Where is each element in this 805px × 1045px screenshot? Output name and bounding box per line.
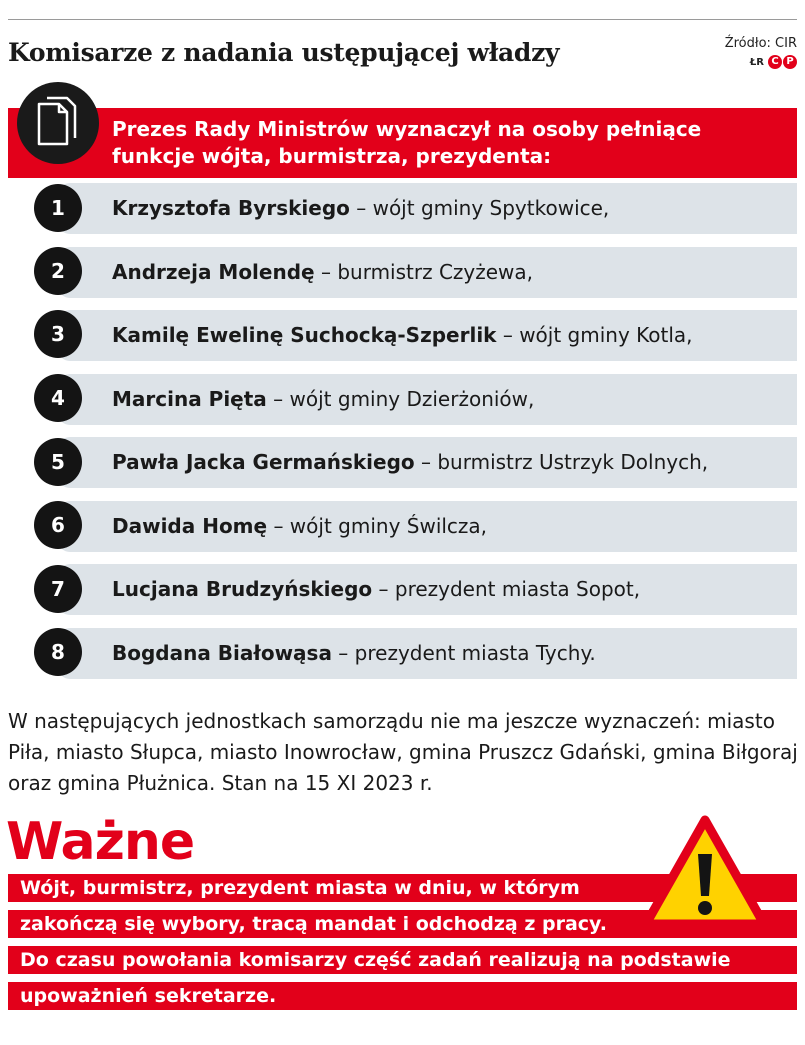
appointee-name: Kamilę Ewelinę Suchocką-Szperlik	[112, 323, 497, 347]
header-icon-badge	[17, 82, 99, 164]
warning-icon	[640, 814, 770, 932]
appointee-name: Krzysztofa Byrskiego	[112, 196, 350, 220]
important-line-1: Wójt, burmistrz, prezydent miasta w dniu, w którym	[20, 877, 580, 899]
important-line-3: Do czasu powołania komisarzy część zadań realizują na podstawie	[20, 949, 731, 971]
item-text	[112, 564, 640, 615]
page-title: Komisarze z nadania ustępującej władzy	[8, 38, 560, 67]
item-number-badge: 4	[34, 374, 82, 422]
documents-icon	[35, 96, 81, 150]
appointee-name: Bogdana Białowąsa	[112, 641, 332, 665]
appointee-role: – burmistrz Ustrzyk Dolnych,	[414, 450, 709, 474]
appointee-role: – prezydent miasta Sopot,	[372, 577, 641, 601]
source-block	[725, 36, 797, 69]
item-number-badge: 3	[34, 310, 82, 358]
cp-logo-c: C	[768, 55, 782, 69]
appointee-role: – wójt gminy Spytkowice,	[349, 196, 610, 220]
appointee-role: – burmistrz Czyżewa,	[314, 260, 534, 284]
cp-logo	[768, 55, 797, 69]
item-number-badge: 2	[34, 247, 82, 295]
appointee-name: Marcina Pięta	[112, 387, 267, 411]
important-heading: Ważne	[6, 812, 195, 872]
item-text	[112, 628, 596, 679]
source-label: Źródło: CIR	[724, 36, 797, 51]
appointee-role: – wójt gminy Kotla,	[496, 323, 693, 347]
appointee-role: – prezydent miasta Tychy.	[331, 641, 596, 665]
appointee-name: Andrzeja Molendę	[112, 260, 315, 284]
item-text	[112, 183, 609, 234]
top-divider	[8, 19, 797, 20]
appointee-name: Dawida Homę	[112, 514, 268, 538]
author-initials: ŁR	[749, 56, 764, 68]
item-text	[112, 310, 693, 361]
cp-logo-p: P	[783, 55, 797, 69]
appointee-name: Pawła Jacka Germańskiego	[112, 450, 415, 474]
appointee-name: Lucjana Brudzyńskiego	[112, 577, 373, 601]
item-number-badge: 8	[34, 628, 82, 676]
missing-appointments-note: W następujących jednostkach samorządu nie ma jeszcze wyznaczeń: miasto Piła, miasto Słupca, miasto Inowrocław, gmina Pruszcz Gdański, gmina Biłgoraj oraz gmina Płużnica. Stan na 15 XI 2023 r.	[8, 709, 798, 795]
item-number-badge: 1	[34, 184, 82, 232]
appointee-role: – wójt gminy Dzierżoniów,	[266, 387, 535, 411]
item-number-badge: 6	[34, 501, 82, 549]
important-line-2: zakończą się wybory, tracą mandat i odchodzą z pracy.	[20, 913, 607, 935]
important-line-4: upoważnień sekretarze.	[20, 985, 277, 1007]
item-text	[112, 247, 533, 298]
item-text	[112, 501, 487, 552]
author-logo-line	[725, 55, 797, 69]
header-text: Prezes Rady Ministrów wyznaczył na osoby pełniące funkcje wójta, burmistrza, prezydenta:	[112, 117, 702, 168]
item-number-badge: 5	[34, 438, 82, 486]
appointee-role: – wójt gminy Świlcza,	[267, 514, 488, 538]
item-text	[112, 437, 708, 488]
item-text	[112, 374, 534, 425]
item-number-badge: 7	[34, 565, 82, 613]
